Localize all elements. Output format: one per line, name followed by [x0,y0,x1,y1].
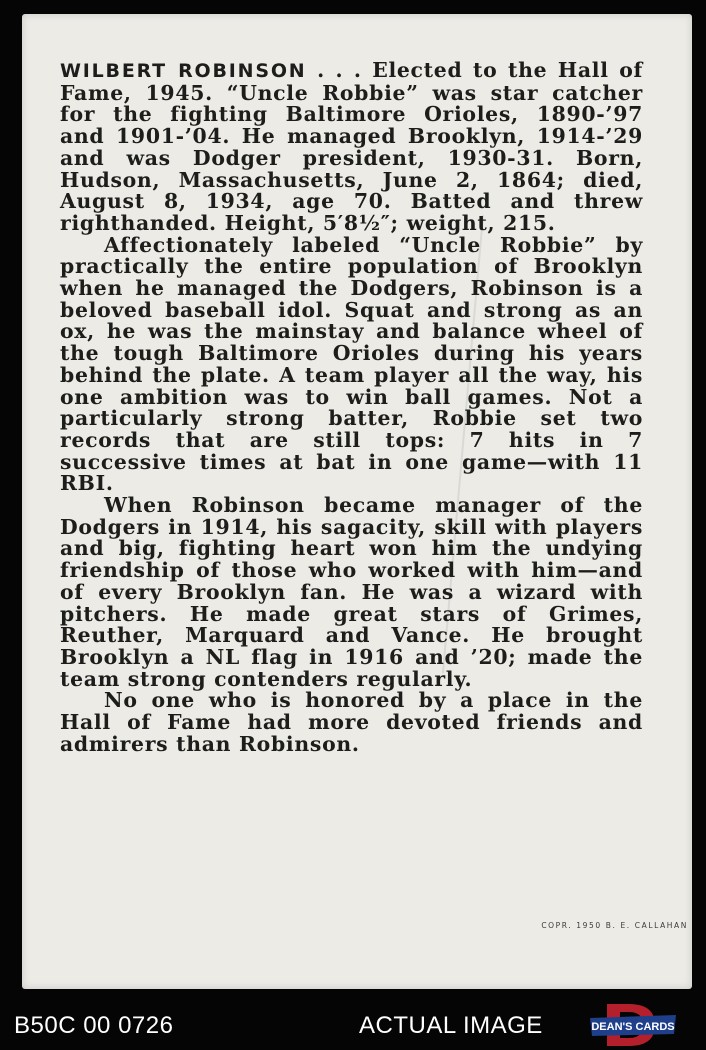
deans-cards-logo [585,1001,681,1049]
intro-text: . . . Elected to the Hall of Fame, 1945. “Uncle Robbie” was star catcher for the fighting Baltimore Orioles, 1890-’97 and 1901-’04. He managed Brooklyn, 1914-’29 and was Dodger president, 1930-31. Born, Hudson, Massachusetts, June 2, 1864; died, August 8, 1934, age 70. Batted and threw righthanded. Height, 5′8½″; weight, 215. [60,58,643,235]
actual-image-label: ACTUAL IMAGE [359,1012,543,1039]
card-back [22,14,692,989]
bio-paragraph-3: No one who is honored by a place in the Hall of Fame had more devoted friends and admirers than Robinson. [60,688,643,756]
bio-paragraph-1: Affectionately labeled “Uncle Robbie” by practically the entire population of Brooklyn when he managed the Dodgers, Robinson is a beloved baseball idol. Squat and strong as an ox, he was the mainstay and balance wheel of the tough Baltimore Orioles during his years behind the plate. A team player all the way, his one ambition was to win ball games. Not a particularly strong batter, Robbie set two records that are still tops: 7 hits in 7 successive times at bat in one game—with 11 RBI. [60,232,643,496]
intro-paragraph [60,60,643,235]
cert-number: B50C 00 0726 [14,1012,174,1039]
bio-paragraph-2: When Robinson became manager of the Dodgers in 1914, his sagacity, skill with players and big, fighting heart won him the undying friendship of those who worked with him—and of every Brooklyn fan. He was a wizard with pitchers. He made great stars of Grimes, Reuther, Marquard and Vance. He brought Brooklyn a NL flag in 1916 and ’20; made the team strong contenders regularly. [60,493,643,691]
card-text [60,60,643,756]
player-name: WILBERT ROBINSON [60,60,307,82]
logo-text: DEAN'S CARDS [591,1021,675,1033]
copyright-notice: COPR. 1950 B. E. CALLAHAN [541,921,688,930]
